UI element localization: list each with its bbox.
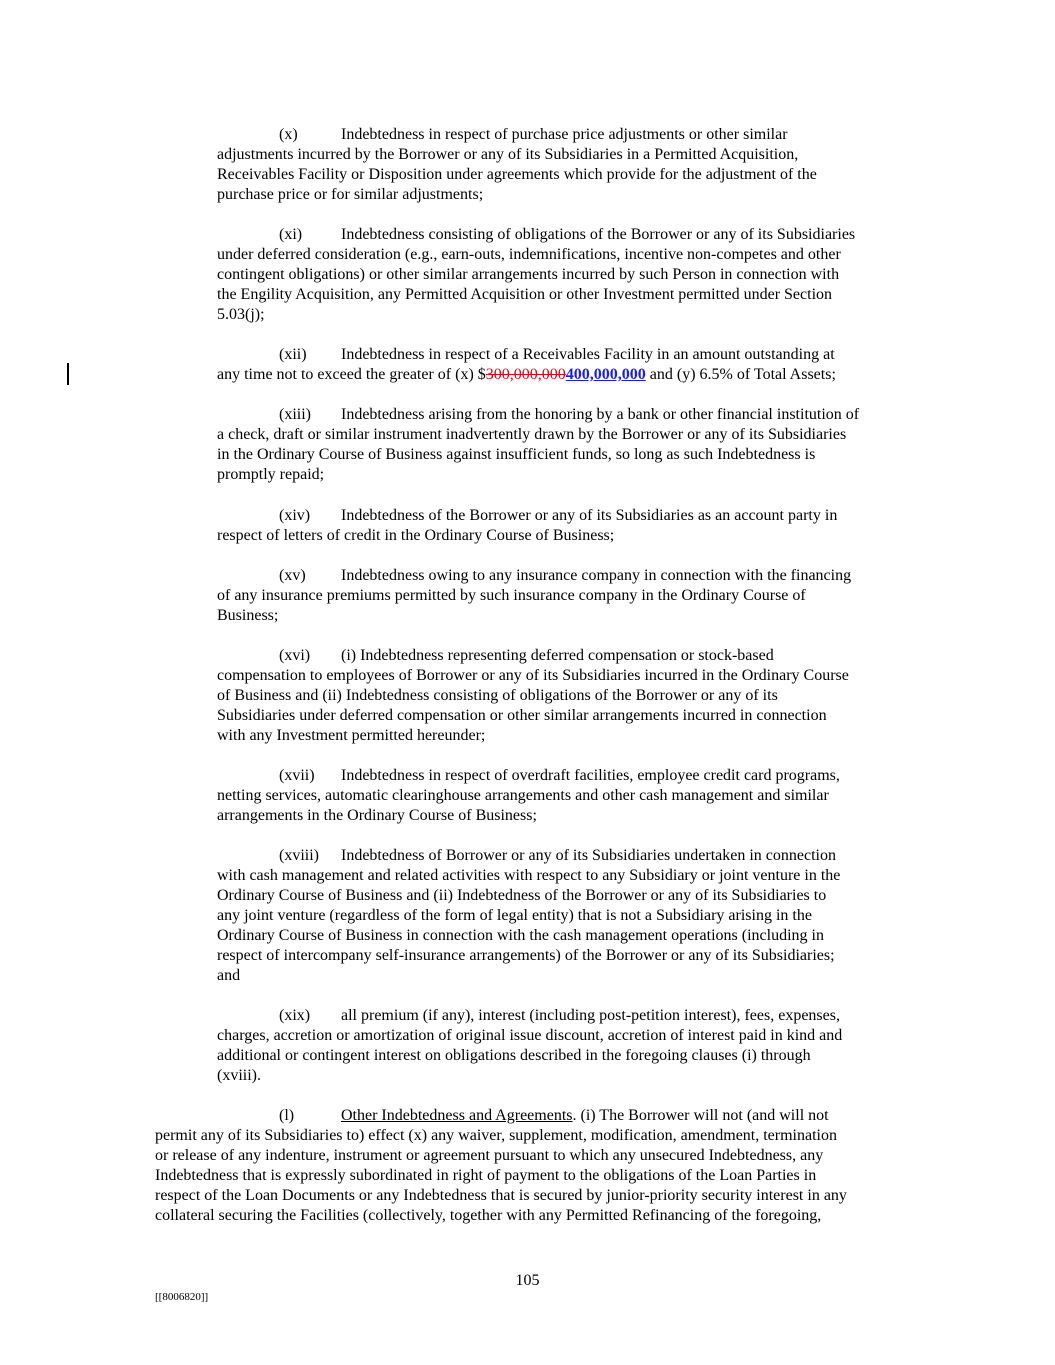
- clause-text: Business;: [217, 607, 279, 624]
- clause-xiii: [217, 405, 902, 485]
- document-id: [[8006820]]: [155, 1291, 209, 1303]
- clause-text: respect of intercompany self-insurance arrangements) of the Borrower or any of its Subsidiaries;: [217, 947, 835, 964]
- clause-xviii: [217, 846, 902, 986]
- clause-text: of any insurance premiums permitted by such insurance company in the Ordinary Course of: [217, 587, 806, 604]
- clause-text: Indebtedness of Borrower or any of its Subsidiaries undertaken in connection: [341, 847, 836, 864]
- clause-text: additional or contingent interest on obligations described in the foregoing clauses (i) through: [217, 1047, 811, 1064]
- clause-text: Indebtedness that is expressly subordinated in right of payment to the obligations of the Loan Parties in: [155, 1167, 817, 1184]
- clause-label: (xi): [279, 226, 303, 243]
- clause-text: Indebtedness in respect of purchase price adjustments or other similar: [341, 126, 788, 143]
- clause-text: respect of letters of credit in the Ordinary Course of Business;: [217, 527, 615, 544]
- clause-text: or release of any indenture, instrument or agreement pursuant to which any unsecured Indebtedness, any: [155, 1147, 824, 1164]
- clause-text: contingent obligations) or other similar arrangements incurred by such Person in connection with: [217, 266, 840, 283]
- clause-text: collateral securing the Facilities (collectively, together with any Permitted Refinancing of the foregoing,: [155, 1207, 822, 1224]
- clause-text: Ordinary Course of Business in connection with the cash management operations (including in: [217, 927, 824, 944]
- clause-xvii: [217, 766, 902, 826]
- clause-text: and (y) 6.5% of Total Assets;: [645, 366, 836, 383]
- clause-xix: [217, 1006, 902, 1086]
- clause-text: under deferred consideration (e.g., earn-outs, indemnifications, incentive non-competes and other: [217, 246, 841, 263]
- clause-text: (i) Indebtedness representing deferred compensation or stock-based: [341, 647, 774, 664]
- clause-xv: [217, 566, 902, 626]
- clause-label: (xiv): [279, 507, 311, 524]
- clause-text: a check, draft or similar instrument inadvertently drawn by the Borrower or any of its Subsidiaries: [217, 426, 847, 443]
- clause-xi: [217, 225, 902, 325]
- clause-label: (x): [279, 126, 298, 143]
- clause-text: and: [217, 967, 241, 984]
- clause-text: netting services, automatic clearinghouse arrangements and other cash management and similar: [217, 787, 829, 804]
- clause-label: (xii): [279, 346, 307, 363]
- clause-text: Indebtedness in respect of a Receivables Facility in an amount outstanding at: [341, 346, 835, 363]
- clause-label: (xvii): [279, 767, 315, 784]
- clause-text: Ordinary Course of Business and (ii) Indebtedness of the Borrower or any of its Subsidiaries to: [217, 887, 827, 904]
- clause-text: with any Investment permitted hereunder;: [217, 727, 486, 744]
- clause-text: Receivables Facility or Disposition under agreements which provide for the adjustment of the: [217, 166, 817, 183]
- clause-text: Indebtedness consisting of obligations of the Borrower or any of its Subsidiaries: [341, 226, 856, 243]
- clause-text: arrangements in the Ordinary Course of Business;: [217, 807, 537, 824]
- clause-text: adjustments incurred by the Borrower or any of its Subsidiaries in a Permitted Acquisition,: [217, 146, 799, 163]
- clause-text: permit any of its Subsidiaries to) effect (x) any waiver, supplement, modification, amendment, termination: [155, 1127, 837, 1144]
- clause-text: compensation to employees of Borrower or any of its Subsidiaries incurred in the Ordinary Course: [217, 667, 849, 684]
- clause-xvi: [217, 646, 902, 746]
- clause-x: [217, 125, 902, 205]
- deleted-amount: 300,000,000: [485, 366, 566, 383]
- clause-text: . (i) The Borrower will not (and will not: [572, 1107, 829, 1124]
- clause-text: of Business and (ii) Indebtedness consisting of obligations of the Borrower or any of its: [217, 687, 778, 704]
- clause-text: the Engility Acquisition, any Permitted Acquisition or other Investment permitted under Section: [217, 286, 833, 303]
- clause-text: charges, accretion or amortization of original issue discount, accretion of interest paid in kind and: [217, 1027, 843, 1044]
- clause-label: (l): [279, 1107, 295, 1124]
- page-number: 105: [515, 1272, 540, 1289]
- clause-text: Indebtedness arising from the honoring by a bank or other financial institution of: [341, 406, 860, 423]
- clause-text: (xviii).: [217, 1067, 261, 1084]
- section-heading: Other Indebtedness and Agreements: [341, 1107, 573, 1124]
- inserted-amount: 400,000,000: [565, 366, 646, 383]
- clause-l: [155, 1106, 903, 1226]
- clause-text: 5.03(j);: [217, 306, 265, 323]
- clause-text: all premium (if any), interest (including post-petition interest), fees, expenses,: [341, 1007, 840, 1024]
- clause-xiv: [217, 506, 902, 546]
- clause-label: (xviii): [279, 847, 319, 864]
- clause-text: Indebtedness in respect of overdraft facilities, employee credit card programs,: [341, 767, 840, 784]
- clause-label: (xix): [279, 1007, 311, 1024]
- clause-text: with cash management and related activities with respect to any Subsidiary or joint venture in the: [217, 867, 841, 884]
- clause-text: any joint venture (regardless of the form of legal entity) that is not a Subsidiary arising in the: [217, 907, 812, 924]
- clause-text: Subsidiaries under deferred compensation or other similar arrangements incurred in connection: [217, 707, 827, 724]
- clause-xii: [217, 345, 902, 385]
- clause-text: purchase price or for similar adjustments;: [217, 186, 484, 203]
- clause-text: respect of the Loan Documents or any Indebtedness that is secured by junior-priority security interest in any: [155, 1187, 847, 1204]
- clause-text: any time not to exceed the greater of (x) $: [217, 366, 486, 383]
- clause-text: in the Ordinary Course of Business against insufficient funds, so long as such Indebtedness is: [217, 446, 816, 463]
- revision-change-bar: [67, 363, 69, 385]
- clause-text: Indebtedness of the Borrower or any of its Subsidiaries as an account party in: [341, 507, 838, 524]
- clause-text: promptly repaid;: [217, 466, 325, 483]
- clause-text: Indebtedness owing to any insurance company in connection with the financing: [341, 567, 852, 584]
- clause-label: (xiii): [279, 406, 311, 423]
- clause-label: (xvi): [279, 647, 311, 664]
- clause-label: (xv): [279, 567, 306, 584]
